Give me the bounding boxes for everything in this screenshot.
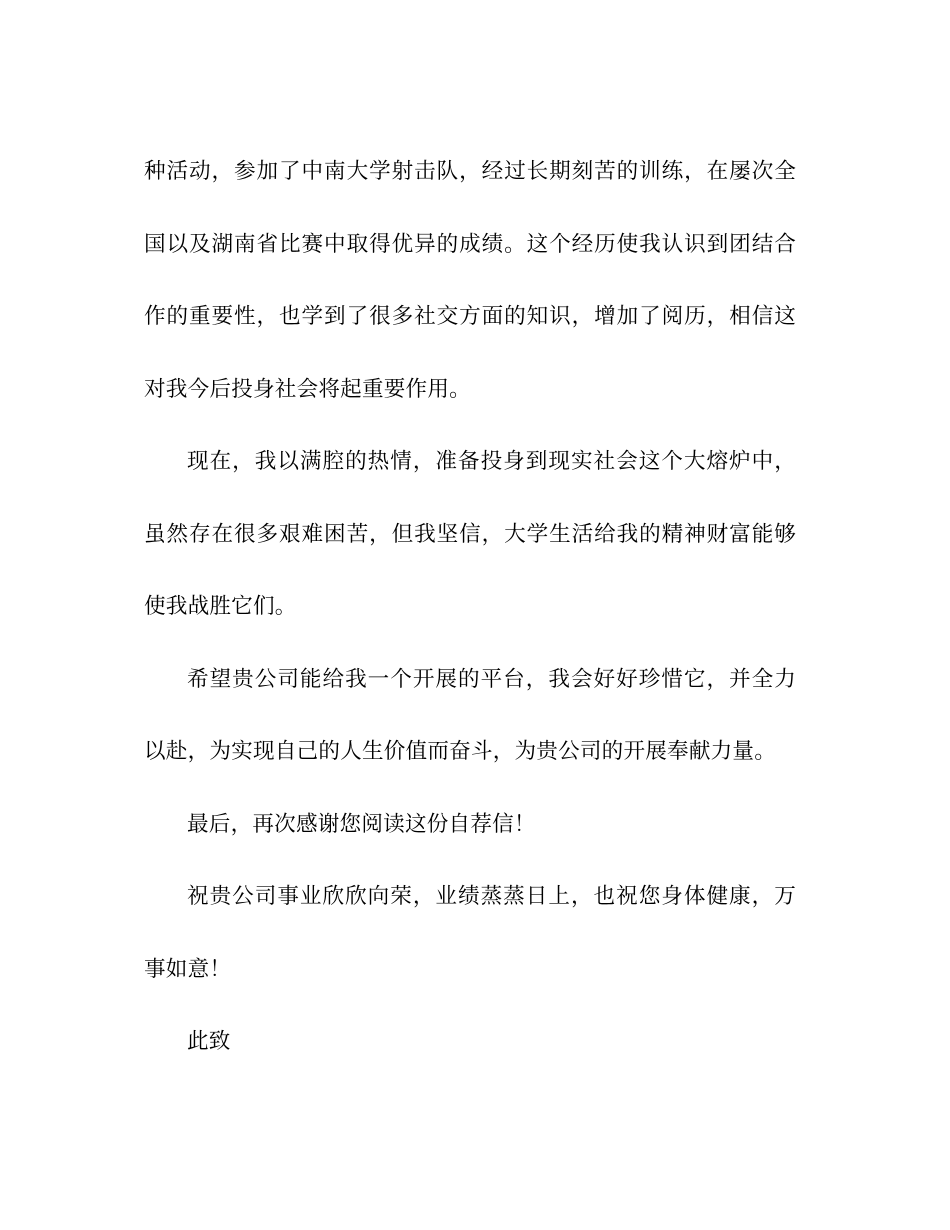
- paragraph-thanks: 最后，再次感谢您阅读这份自荐信！: [187, 811, 536, 837]
- paragraph-hope: 希望贵公司能给我一个开展的平台，我会好好珍惜它，并全力以赴，为实现自己的人生价值而奋斗，为贵公司的开展奉献力量。: [144, 666, 796, 764]
- paragraph-resolve: 现在，我以满腔的热情，准备投身到现实社会这个大熔炉中，虽然存在很多艰难困苦，但我坚信，大学生活给我的精神财富能够使我战胜它们。: [144, 449, 796, 619]
- paragraph-wishes: 祝贵公司事业欣欣向荣，业绩蒸蒸日上，也祝您身体健康，万事如意！: [144, 884, 796, 982]
- paragraph-continuation: 种活动，参加了中南大学射击队，经过长期刻苦的训练，在屡次全国以及湖南省比赛中取得优异的成绩。这个经历使我认识到团结合作的重要性，也学到了很多社交方面的知识，增加了阅历，相信这对我今后投身社会将起重要作用。: [144, 159, 796, 402]
- closing-salutation: 此致: [187, 1029, 231, 1054]
- letter-body: [144, 136, 796, 1079]
